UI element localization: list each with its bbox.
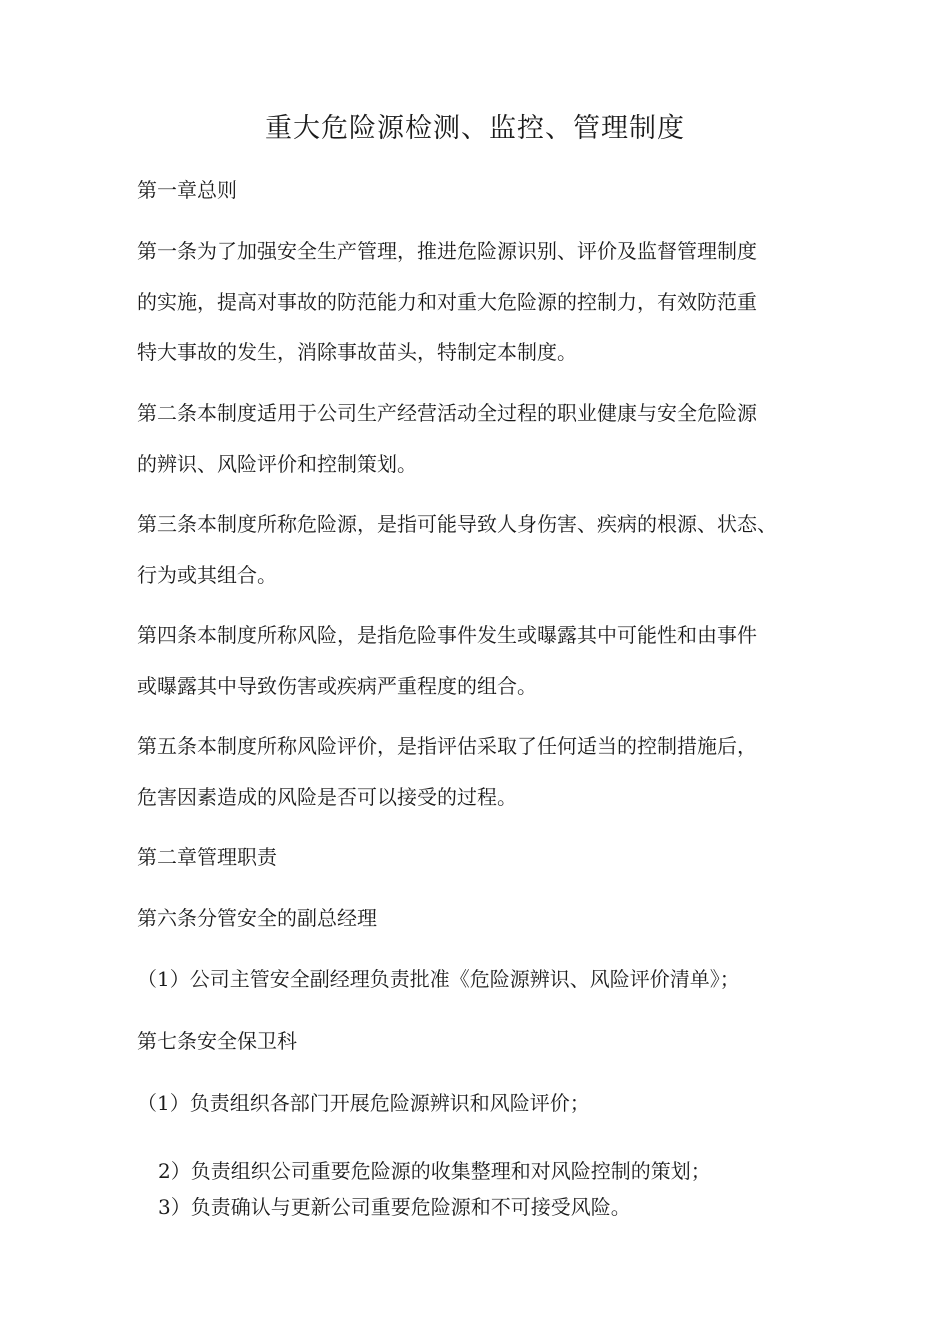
article-1-line-2: 的实施，提高对事故的防范能力和对重大危险源的控制力，有效防范重 <box>137 290 757 314</box>
article-4-line-1: 第四条本制度所称风险，是指危险事件发生或曝露其中可能性和由事件 <box>137 623 757 647</box>
article-2-line-2: 的辨识、风险评价和控制策划。 <box>137 452 417 476</box>
article-6-heading: 第六条分管安全的副总经理 <box>137 906 377 930</box>
article-1-line-1: 第一条为了加强安全生产管理，推进危险源识别、评价及监督管理制度 <box>137 239 757 263</box>
article-2-line-1: 第二条本制度适用于公司生产经营活动全过程的职业健康与安全危险源 <box>137 401 757 425</box>
article-6-item-1: （1）公司主管安全副经理负责批准《危险源辨识、风险评价清单》； <box>137 967 740 991</box>
article-7-item-3: 3）负责确认与更新公司重要危险源和不可接受风险。 <box>158 1195 631 1219</box>
chapter-2-heading: 第二章管理职责 <box>137 845 277 869</box>
article-7-heading: 第七条安全保卫科 <box>137 1029 297 1053</box>
chapter-1-heading: 第一章总则 <box>137 178 237 202</box>
article-5-line-2: 危害因素造成的风险是否可以接受的过程。 <box>137 785 517 809</box>
article-1-line-3: 特大事故的发生，消除事故苗头，特制定本制度。 <box>137 340 577 364</box>
article-4-line-2: 或曝露其中导致伤害或疾病严重程度的组合。 <box>137 674 537 698</box>
article-7-item-2: 2）负责组织公司重要危险源的收集整理和对风险控制的策划； <box>158 1159 711 1183</box>
article-3-line-2: 行为或其组合。 <box>137 563 277 587</box>
document-title: 重大危险源检测、监控、管理制度 <box>265 113 685 144</box>
article-5-line-1: 第五条本制度所称风险评价，是指评估采取了任何适当的控制措施后， <box>137 734 757 758</box>
article-7-item-1: （1）负责组织各部门开展危险源辨识和风险评价； <box>137 1091 590 1115</box>
article-3-line-1: 第三条本制度所称危险源，是指可能导致人身伤害、疾病的根源、状态、 <box>137 512 777 536</box>
